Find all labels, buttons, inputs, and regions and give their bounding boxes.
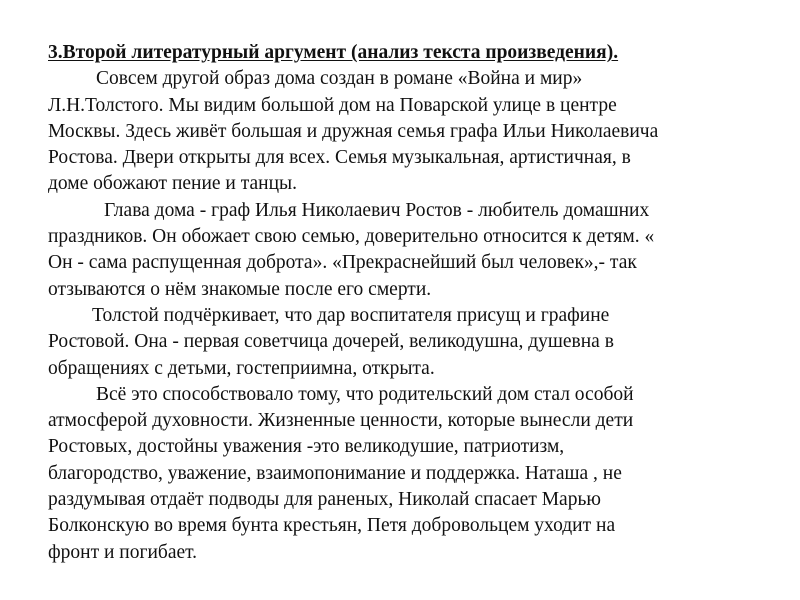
paragraph-line: Совсем другой образ дома создан в романе «Война и мир» — [96, 68, 583, 90]
paragraph-line: Толстой подчёркивает, что дар воспитателя присущ и графине — [92, 304, 610, 326]
paragraph-line: Он - сама распущенная доброта». «Прекраснейший был человек»,- так — [48, 252, 637, 274]
paragraph-line: Ростовых, достойны уважения -это великодушие, патриотизм, — [48, 436, 565, 458]
paragraph-line: отзываются о нём знакомые после его смерти. — [48, 278, 432, 300]
paragraph-line: Ростова. Двери открыты для всех. Семья музыкальная, артистичная, в — [48, 147, 631, 169]
paragraph-line: раздумывая отдаёт подводы для раненых, Николай спасает Марью — [48, 489, 601, 511]
paragraph-line: Москвы. Здесь живёт большая и дружная семья графа Ильи Николаевича — [48, 120, 659, 142]
paragraph-line: Болконскую во время бунта крестьян, Петя добровольцем уходит на — [48, 515, 616, 537]
paragraph-line: доме обожают пение и танцы. — [48, 173, 298, 195]
paragraph-line: Всё это способствовало тому, что родительский дом стал особой — [96, 383, 634, 405]
paragraph-line: Ростовой. Она - первая советчица дочерей, великодушна, душевна в — [48, 331, 614, 353]
paragraph-line: Глава дома - граф Илья Николаевич Ростов - любитель домашних — [104, 199, 650, 221]
paragraph-line: Л.Н.Толстого. Мы видим большой дом на Поварской улице в центре — [48, 94, 617, 116]
paragraph-line: обращениях с детьми, гостеприимна, открыта. — [48, 357, 435, 379]
document-text — [48, 40, 768, 566]
paragraph-line: атмосферой духовности. Жизненные ценности, которые вынесли дети — [48, 410, 634, 432]
section-heading: 3.Второй литературный аргумент (анализ текста произведения). — [48, 42, 619, 63]
paragraph-line: фронт и погибает. — [48, 541, 198, 563]
paragraph-line: благородство, уважение, взаимопонимание и поддержка. Наташа , не — [48, 462, 622, 484]
paragraph-line: праздников. Он обожает свою семью, доверительно относится к детям. « — [48, 226, 655, 248]
